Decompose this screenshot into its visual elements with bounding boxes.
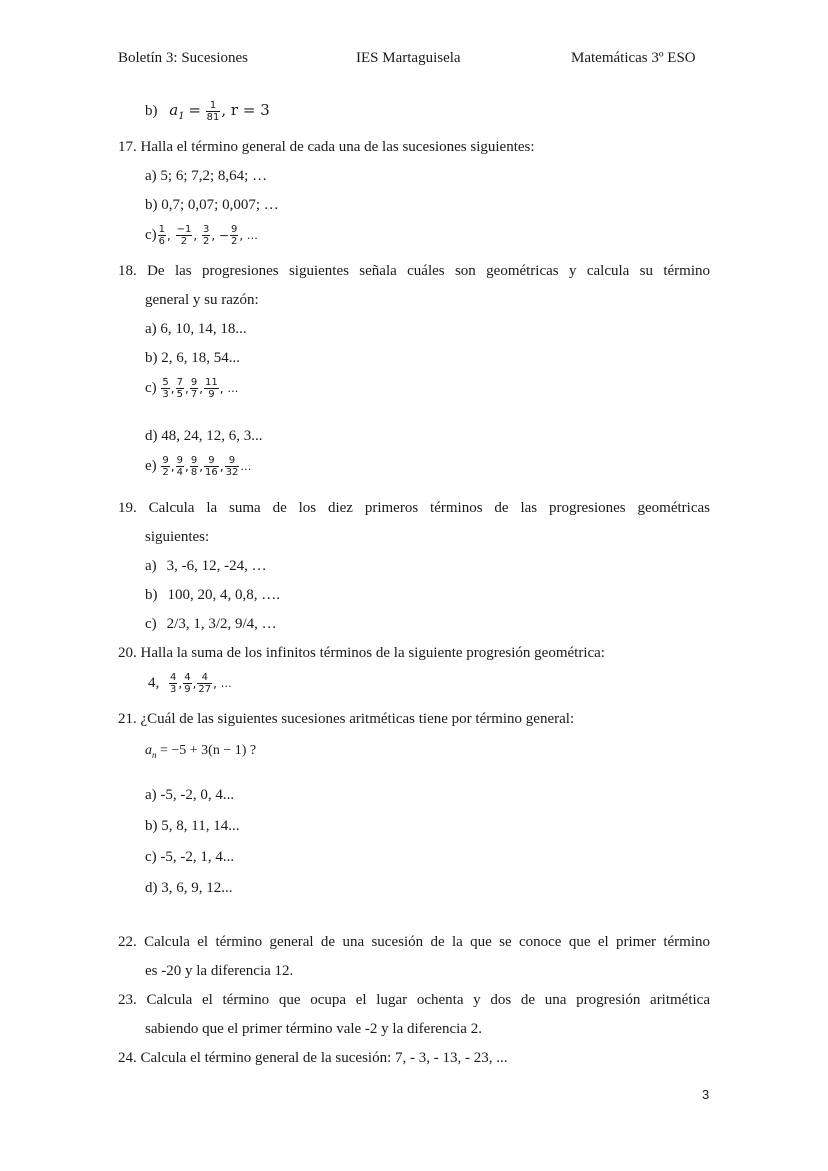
math-var: a	[145, 743, 152, 758]
question-23-line1: 23. Calcula el término que ocupa el lugar ochenta y dos de una progresión aritmética	[118, 992, 710, 1008]
item-label: b)	[145, 102, 158, 119]
fraction: $\frac{9}{8}$	[190, 455, 198, 478]
question-19-line2: siguientes:	[145, 529, 210, 545]
q21-c: c) -5, -2, 1, 4...	[145, 849, 235, 865]
question-17: 17. Halla el término general de cada una de las sucesiones siguientes:	[118, 139, 535, 155]
q20-sequence: 4, $\frac{4}{3}$ , $\frac{4}{9}$ , $\frac{4}{27}$ , …	[148, 672, 232, 695]
q19-c	[145, 616, 277, 633]
q19-a	[145, 558, 267, 575]
fraction: $\frac{9}{2}$	[230, 224, 238, 247]
fraction: $\frac{4}{3}$	[170, 672, 177, 695]
q18-c: c) $\frac{5}{3}$ , $\frac{7}{5}$ , $\frac{9}{7}$ , $\frac{11}{9}$ , …	[145, 377, 239, 400]
q19-b-text: 100, 20, 4, 0,8, ….	[167, 587, 280, 603]
fraction: $\frac{9}{4}$	[176, 455, 183, 478]
item-label: c)	[145, 226, 157, 243]
question-21: 21. ¿Cuál de las siguientes sucesiones aritméticas tiene por término general:	[118, 711, 575, 727]
math-rest: , r = 3	[221, 100, 270, 119]
math-subscript: n	[152, 749, 157, 760]
q18-a: a) 6, 10, 14, 18...	[145, 321, 247, 337]
fraction: $\frac{3}{2}$	[202, 224, 210, 247]
ellipsis: …	[227, 382, 239, 395]
header-left: Boletín 3: Sucesiones	[118, 50, 248, 66]
fraction: $\frac{9}{32}$	[225, 455, 239, 478]
fraction: $\frac{11}{9}$	[205, 377, 218, 400]
equals-sign: =	[188, 100, 201, 119]
item-label: b)	[145, 587, 158, 603]
fraction: $\frac{5}{3}$	[162, 377, 169, 400]
fraction: $\frac{1}{81}$	[206, 100, 220, 123]
item-label: e)	[145, 457, 157, 474]
question-22-line1: 22. Calcula el término general de una sucesión de la que se conoce que el primer término	[118, 934, 710, 950]
q19-b	[145, 587, 280, 604]
item-label: c)	[145, 616, 157, 632]
math-var: a	[169, 100, 179, 119]
minus-sign: −	[218, 228, 229, 243]
fraction: $\frac{-1}{2}$	[176, 224, 192, 247]
formula-rhs: = −5 + 3(n − 1) ?	[156, 743, 257, 758]
q17-b: b) 0,7; 0,07; 0,007; …	[145, 197, 279, 213]
ellipsis: …	[240, 460, 252, 473]
question-18-line2: general y su razón:	[145, 292, 259, 308]
q21-d: d) 3, 6, 9, 12...	[145, 880, 233, 896]
header-center: IES Martaguisela	[356, 50, 461, 66]
fraction: $\frac{4}{9}$	[184, 672, 191, 695]
question-18-line1: 18. De las progresiones siguientes señala cuáles son geométricas y calcula su término	[118, 263, 710, 279]
fraction: $\frac{9}{2}$	[162, 455, 169, 478]
item-label: a)	[145, 558, 157, 574]
question-24: 24. Calcula el término general de la sucesión: 7, - 3, - 13, - 23, ...	[118, 1050, 508, 1066]
ellipsis: …	[220, 677, 232, 690]
question-22-line2: es -20 y la diferencia 12.	[145, 963, 294, 979]
fraction: $\frac{4}{27}$	[198, 672, 212, 695]
q21-formula	[145, 743, 256, 760]
q17-c: c) $\frac{1}{6}$ , $\frac{-1}{2}$ , $\frac{3}{2}$ , − $\frac{9}{2}$ , …	[145, 224, 258, 247]
item-label: c)	[145, 379, 157, 396]
q17-a: a) 5; 6; 7,2; 8,64; …	[145, 168, 268, 184]
question-20: 20. Halla la suma de los infinitos términos de la siguiente progresión geométrica:	[118, 645, 605, 661]
question-19-line1: 19. Calcula la suma de los diez primeros términos de las progresiones geométricas	[118, 500, 710, 516]
math-subscript: 1	[178, 110, 185, 122]
question-23-line2: sabiendo que el primer término vale -2 y la diferencia 2.	[145, 1021, 482, 1037]
fraction: $\frac{9}{7}$	[190, 377, 198, 400]
q19-a-text: 3, -6, 12, -24, …	[166, 558, 267, 574]
q21-a: a) -5, -2, 0, 4...	[145, 787, 235, 803]
item-16b	[145, 100, 270, 123]
q21-b: b) 5, 8, 11, 14...	[145, 818, 240, 834]
fraction: $\frac{1}{6}$	[158, 224, 166, 247]
header-right: Matemáticas 3º ESO	[571, 50, 696, 66]
q19-c-text: 2/3, 1, 3/2, 9/4, …	[166, 616, 277, 632]
q18-b: b) 2, 6, 18, 54...	[145, 350, 240, 366]
q18-d: d) 48, 24, 12, 6, 3...	[145, 428, 263, 444]
ellipsis: …	[246, 229, 258, 242]
fraction: $\frac{9}{16}$	[205, 455, 218, 478]
lead-term: 4,	[148, 674, 160, 691]
page-number: 3	[702, 1087, 710, 1102]
fraction: $\frac{7}{5}$	[176, 377, 183, 400]
q18-e: e) $\frac{9}{2}$ , $\frac{9}{4}$ , $\frac{9}{8}$ , $\frac{9}{16}$ , $\frac{9}{32}$ …	[145, 455, 252, 478]
